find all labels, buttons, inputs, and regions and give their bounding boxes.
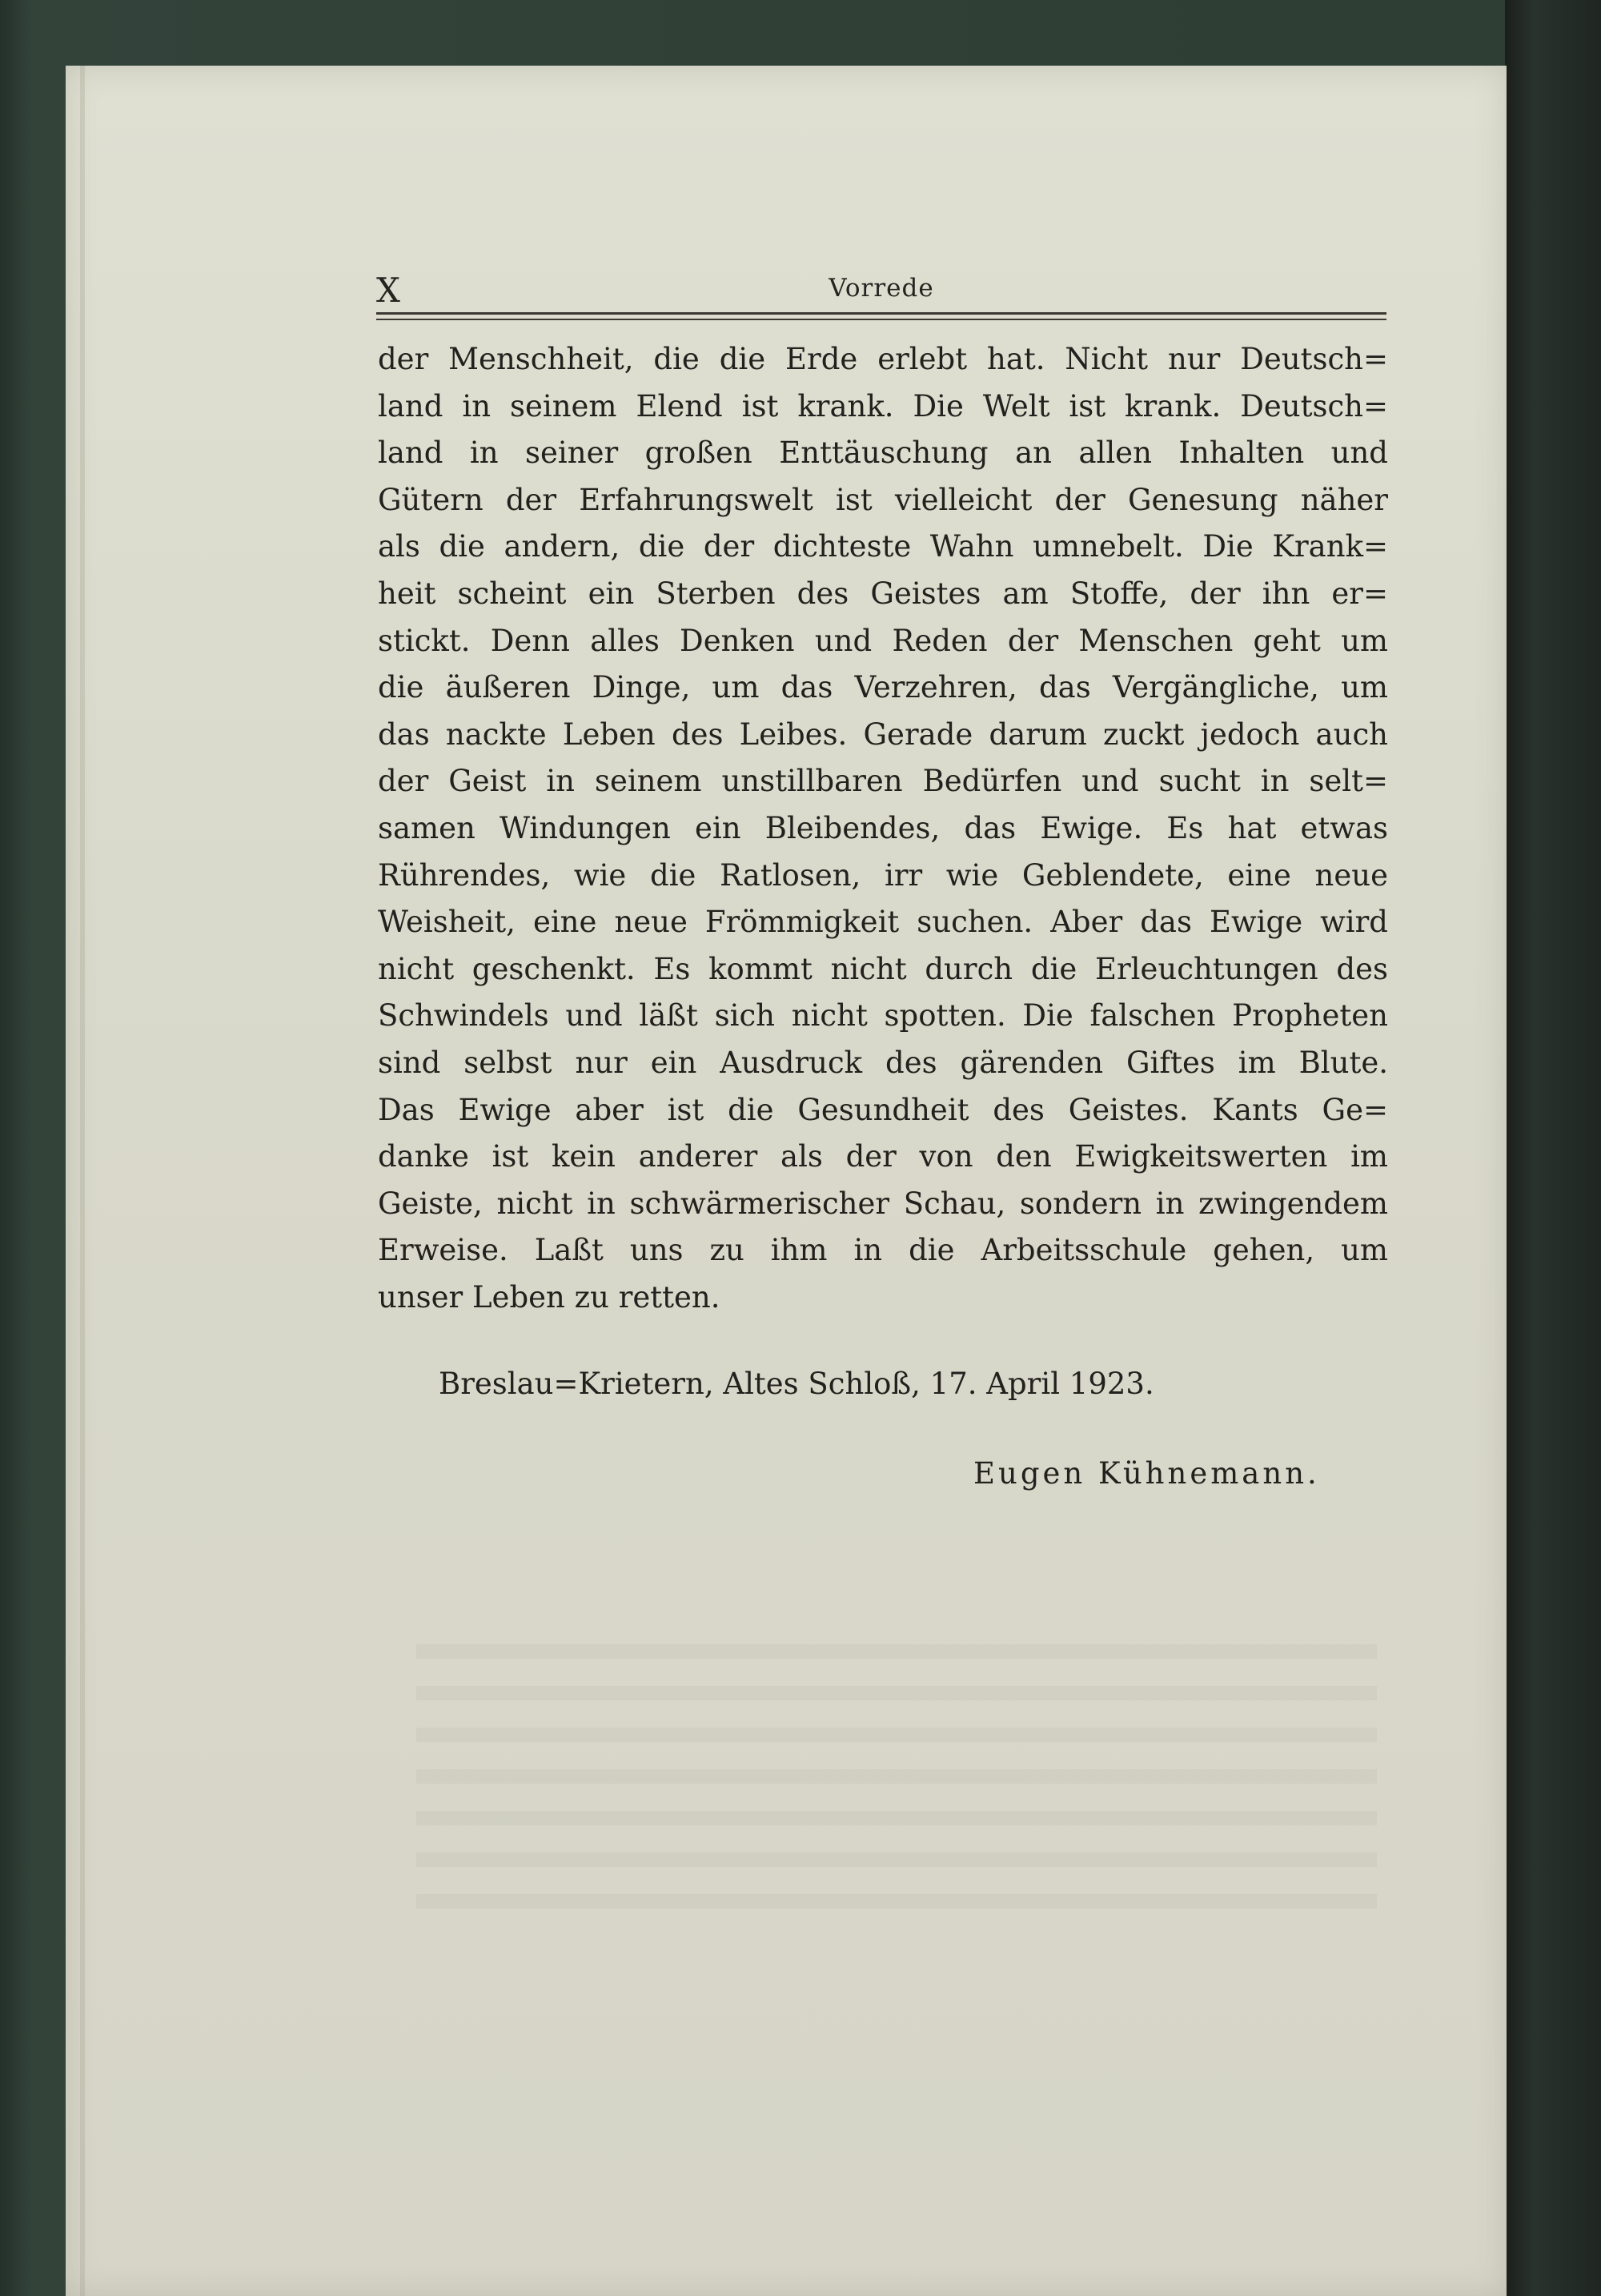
text-line: nicht geschenkt. Es kommt nicht durch die Erleuchtungen des [378,951,1388,986]
author-signature: Eugen Kühnemann. [973,1456,1320,1491]
book-binding-edge [1505,0,1601,2296]
text-line: heit scheint ein Sterben des Geistes am Stoffe, der ihn er= [378,576,1388,611]
page-number: X [376,271,401,310]
text-line: Weisheit, eine neue Frömmigkeit suchen. Aber das Ewige wird [378,905,1388,940]
text-line: das nackte Leben des Leibes. Gerade darum zuckt jedoch auch [378,716,1388,752]
running-head: Vorrede [829,274,934,303]
text-line: Schwindels und läßt sich nicht spotten. Die falschen Propheten [378,998,1388,1034]
text-line: Geiste, nicht in schwärmerischer Schau, sondern in zwingendem [378,1186,1388,1221]
page-header [376,271,1386,310]
text-line: unser Leben zu retten. [378,1279,720,1315]
text-line: land in seinem Elend ist krank. Die Welt ist krank. Deutsch= [378,388,1388,423]
text-line: Das Ewige aber ist die Gesundheit des Geistes. Kants Ge= [378,1092,1388,1127]
text-line: die äußeren Dinge, um das Verzehren, das Vergängliche, um [378,670,1388,705]
text-line: als die andern, die der dichteste Wahn umnebelt. Die Krank= [378,529,1388,564]
text-line: sind selbst nur ein Ausdruck des gärenden Giftes im Blute. [378,1045,1388,1080]
header-rule-thin [376,319,1386,320]
text-line: Erweise. Laßt uns zu ihm in die Arbeitsschule gehen, um [378,1233,1388,1268]
text-line: danke ist kein anderer als der von den Ewigkeitswerten im [378,1139,1388,1174]
text-line: der Menschheit, die die Erde erlebt hat. Nicht nur Deutsch= [378,342,1388,376]
show-through-texture [416,1617,1377,1921]
text-line: samen Windungen ein Bleibendes, das Ewige. Es hat etwas [378,810,1388,845]
body-paragraph [378,336,1388,1321]
text-line: Rührendes, wie die Ratlosen, irr wie Geblendete, eine neue [378,857,1388,893]
header-rule [376,312,1386,315]
text-line: land in seiner großen Enttäuschung an allen Inhalten und [378,436,1388,471]
text-line: der Geist in seinem unstillbaren Bedürfen und sucht in selt= [378,764,1388,799]
text-line: stickt. Denn alles Denken und Reden der Menschen geht um [378,623,1388,658]
page-inner-edge [80,66,85,2296]
text-line: Gütern der Erfahrungswelt ist vielleicht der Genesung näher [378,482,1388,517]
dateline: Breslau=Krietern, Altes Schloß, 17. April 1923. [439,1367,1154,1401]
